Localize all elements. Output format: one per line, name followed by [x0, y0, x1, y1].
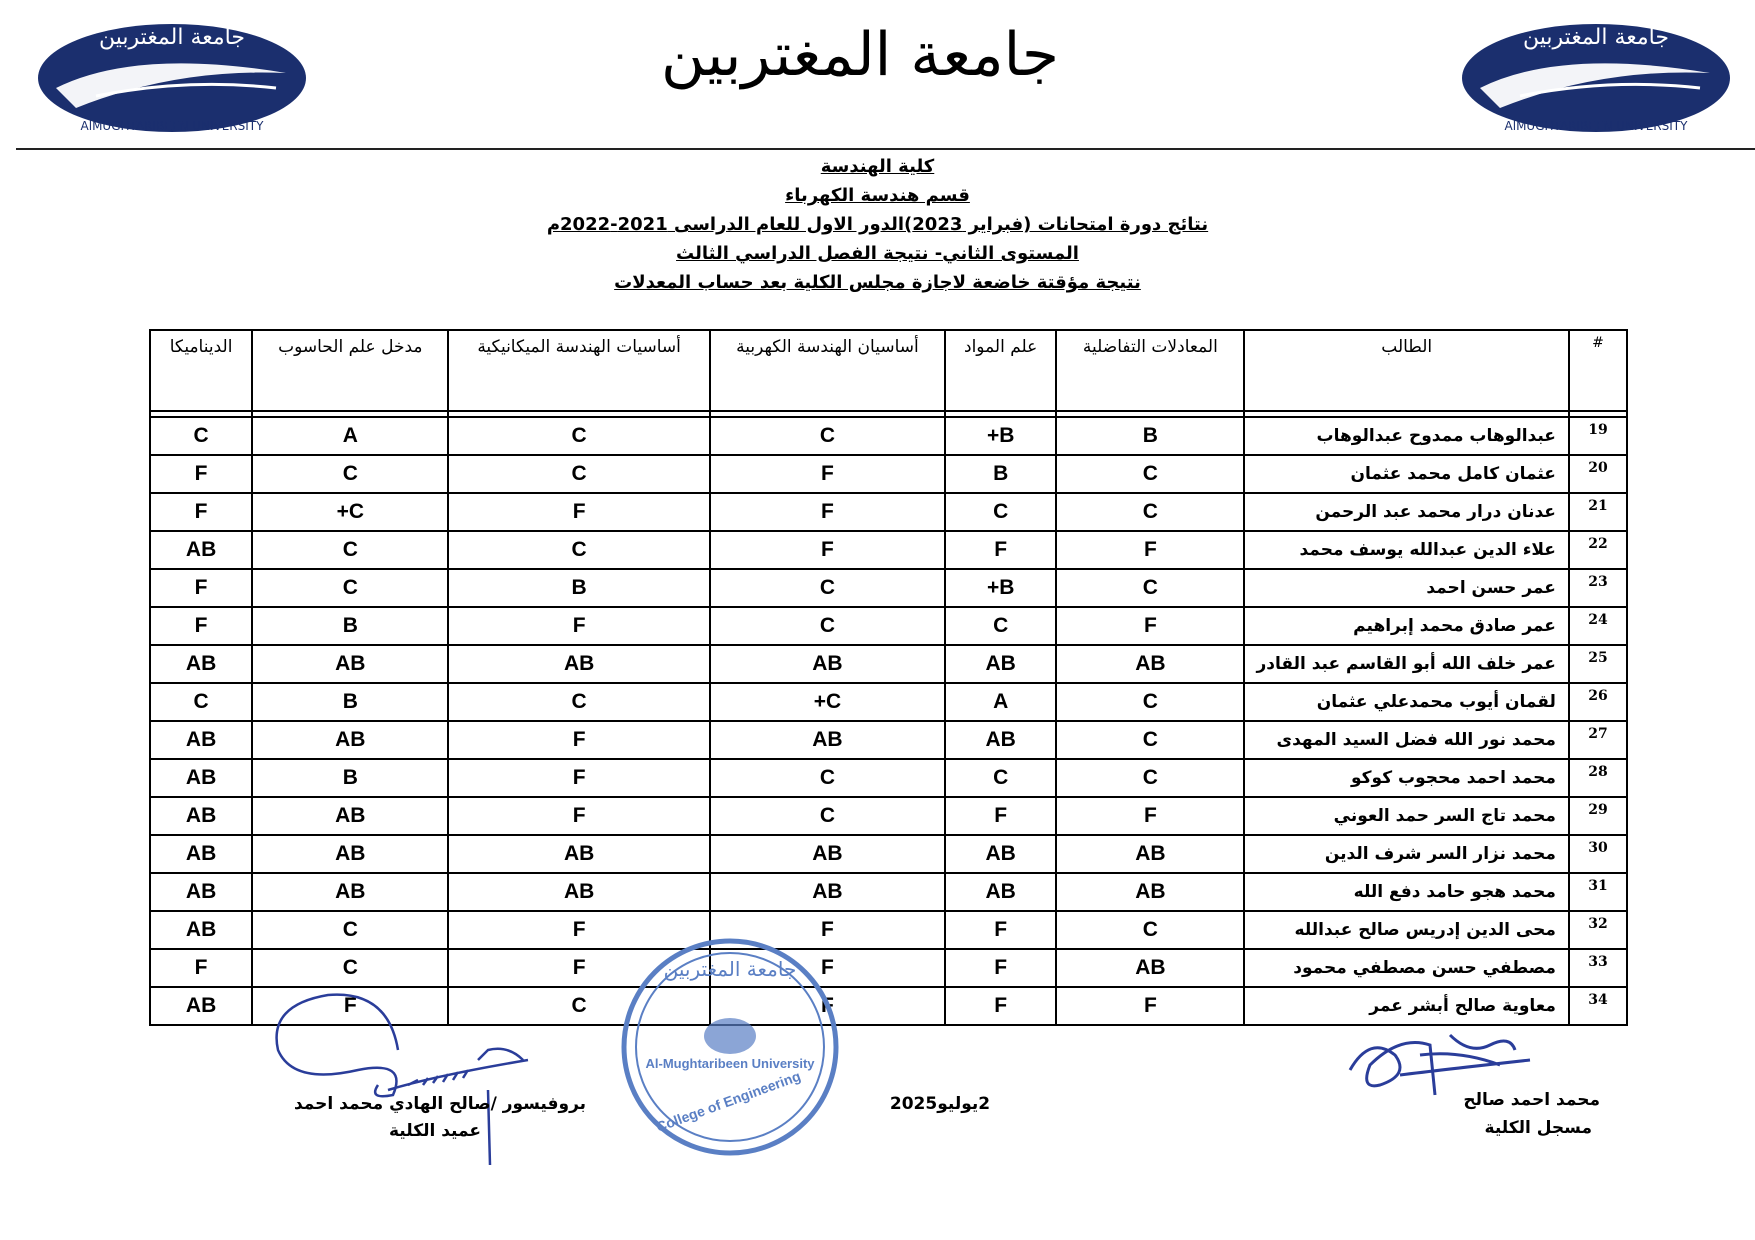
row-number: 29: [1569, 797, 1627, 835]
grade-cell: AB: [252, 721, 448, 759]
grade-cell: F: [150, 949, 252, 987]
student-name: عثمان كامل محمد عثمان: [1244, 455, 1568, 493]
heading-department: قسم هندسة الكهرباء: [785, 185, 970, 206]
grade-cell: F: [710, 531, 945, 569]
student-name: محمد نزار السر شرف الدين: [1244, 835, 1568, 873]
grade-cell: C: [252, 949, 448, 987]
grade-cell: B: [252, 759, 448, 797]
grade-cell: F: [945, 911, 1056, 949]
grade-cell: AB: [252, 873, 448, 911]
col-header-differential-equations: المعادلات التفاضلية: [1056, 330, 1244, 411]
grade-cell: AB: [150, 645, 252, 683]
grade-cell: F: [710, 455, 945, 493]
grade-cell: C: [448, 417, 709, 455]
grade-cell: F: [710, 493, 945, 531]
grade-cell: C: [1056, 493, 1244, 531]
registrar-title: مسجل الكلية: [1484, 1118, 1592, 1138]
grades-table: [149, 329, 1628, 1026]
grade-cell: F: [448, 721, 709, 759]
grade-cell: AB: [150, 759, 252, 797]
logo-text-en: AlMUGHTARIBEEN UNIVERSITY: [1504, 119, 1688, 133]
table-row: [150, 645, 1627, 683]
table-row: [150, 493, 1627, 531]
col-header-intro-computing: مدخل علم الحاسوب: [252, 330, 448, 411]
grade-cell: C: [252, 455, 448, 493]
grade-cell: AB: [150, 911, 252, 949]
header-divider: [16, 148, 1755, 150]
student-name: معاوية صالح أبشر عمر: [1244, 987, 1568, 1025]
grade-cell: C: [1056, 721, 1244, 759]
student-name: مصطفي حسن مصطفي محمود: [1244, 949, 1568, 987]
table-row: [150, 607, 1627, 645]
grade-cell: C: [448, 683, 709, 721]
student-name: عمر صادق محمد إبراهيم: [1244, 607, 1568, 645]
logo-text-en: AlMUGHTARIBEEN UNIVERSITY: [80, 119, 264, 133]
document-headings: [0, 152, 1755, 297]
grade-cell: F: [1056, 797, 1244, 835]
student-name: لقمان أيوب محمدعلي عثمان: [1244, 683, 1568, 721]
grade-cell: AB: [945, 835, 1056, 873]
grade-cell: AB: [252, 645, 448, 683]
grade-cell: C: [150, 683, 252, 721]
grade-cell: C: [448, 455, 709, 493]
grade-cell: A: [945, 683, 1056, 721]
grade-cell: AB: [1056, 873, 1244, 911]
logo-text-ar: جامعة المغتربين: [99, 25, 245, 50]
grade-cell: F: [448, 607, 709, 645]
heading-exam-session: نتائج دورة امتحانات (فبراير 2023)الدور الاول للعام الدراسى 2021-2022م: [546, 214, 1209, 235]
table-row: [150, 531, 1627, 569]
table-header-row: [150, 330, 1627, 411]
student-name: محى الدين إدريس صالح عبدالله: [1244, 911, 1568, 949]
student-name: محمد نور الله فضل السيد المهدى: [1244, 721, 1568, 759]
university-logo-right: [1460, 18, 1732, 138]
row-number: 24: [1569, 607, 1627, 645]
dean-name: بروفيسور /صالح الهادي محمد احمد: [293, 1094, 587, 1114]
grade-cell: AB: [150, 835, 252, 873]
grade-cell: F: [448, 911, 709, 949]
grade-cell: C: [945, 607, 1056, 645]
grade-cell: A: [252, 417, 448, 455]
grade-cell: F: [448, 759, 709, 797]
table-row: [150, 683, 1627, 721]
student-name: عدنان درار محمد عبد الرحمن: [1244, 493, 1568, 531]
grade-cell: F: [1056, 531, 1244, 569]
grade-cell: C: [448, 987, 709, 1025]
grade-cell: AB: [448, 873, 709, 911]
logo-text-ar: جامعة المغتربين: [1523, 25, 1669, 50]
grade-cell: B: [945, 455, 1056, 493]
faculty-stamp: [616, 936, 844, 1158]
grade-cell: C: [252, 569, 448, 607]
row-number: 33: [1569, 949, 1627, 987]
dean-title: عميد الكلية: [389, 1121, 481, 1141]
grade-cell: AB: [150, 531, 252, 569]
grade-cell: C: [710, 569, 945, 607]
grade-cell: C: [150, 417, 252, 455]
student-name: عمر حسن احمد: [1244, 569, 1568, 607]
row-number: 28: [1569, 759, 1627, 797]
grade-cell: F: [710, 949, 945, 987]
grade-cell: AB: [448, 645, 709, 683]
stamp-text-college: College of Engineering: [653, 1067, 803, 1135]
grade-cell: AB: [1056, 835, 1244, 873]
grade-cell: F: [150, 493, 252, 531]
grade-cell: AB: [252, 835, 448, 873]
grade-cell: AB: [710, 873, 945, 911]
table-row: [150, 417, 1627, 455]
grade-cell: F: [150, 569, 252, 607]
grade-cell: C: [710, 797, 945, 835]
student-name: محمد احمد محجوب كوكو: [1244, 759, 1568, 797]
grade-cell: C: [1056, 683, 1244, 721]
table-row: [150, 873, 1627, 911]
row-number: 31: [1569, 873, 1627, 911]
row-number: 25: [1569, 645, 1627, 683]
grade-cell: C: [710, 759, 945, 797]
row-number: 19: [1569, 417, 1627, 455]
heading-level: المستوى الثاني- نتيجة الفصل الدراسي الثالث: [676, 243, 1079, 264]
stamp-text-arabic: جامعة المغتربين: [663, 957, 797, 981]
col-header-number: #: [1569, 330, 1627, 411]
grade-cell: AB: [150, 797, 252, 835]
grade-cell: AB: [945, 645, 1056, 683]
grade-cell: C: [945, 759, 1056, 797]
heading-faculty: كلية الهندسة: [820, 156, 935, 177]
col-header-student: الطالب: [1244, 330, 1568, 411]
grade-cell: B+: [945, 417, 1056, 455]
grade-cell: AB: [150, 721, 252, 759]
university-logo-left: [36, 18, 308, 138]
table-row: [150, 455, 1627, 493]
student-name: عمر خلف الله أبو القاسم عبد القادر: [1244, 645, 1568, 683]
grade-cell: AB: [710, 835, 945, 873]
row-number: 32: [1569, 911, 1627, 949]
row-number: 20: [1569, 455, 1627, 493]
row-number: 34: [1569, 987, 1627, 1025]
student-name: علاء الدين عبدالله يوسف محمد: [1244, 531, 1568, 569]
row-number: 27: [1569, 721, 1627, 759]
student-name: محمد هجو حامد دفع الله: [1244, 873, 1568, 911]
col-header-dynamics: الديناميكا: [150, 330, 252, 411]
table-row: [150, 797, 1627, 835]
grade-cell: F: [1056, 987, 1244, 1025]
col-header-mechanical-fundamentals: أساسيات الهندسة الميكانيكية: [448, 330, 709, 411]
table-row: [150, 569, 1627, 607]
grade-cell: C: [252, 531, 448, 569]
grade-cell: AB: [1056, 645, 1244, 683]
grade-cell: F: [1056, 607, 1244, 645]
row-number: 23: [1569, 569, 1627, 607]
grade-cell: F: [945, 987, 1056, 1025]
grade-cell: B: [448, 569, 709, 607]
grade-cell: AB: [448, 835, 709, 873]
grade-cell: C+: [710, 683, 945, 721]
grade-cell: C: [710, 607, 945, 645]
grade-cell: AB: [710, 721, 945, 759]
grade-cell: C: [448, 531, 709, 569]
table-row: [150, 949, 1627, 987]
registrar-name: محمد احمد صالح: [1463, 1090, 1600, 1110]
stamp-text-university: Al-Mughtaribeen University: [645, 1056, 815, 1071]
grade-cell: F: [150, 607, 252, 645]
grade-cell: AB: [252, 797, 448, 835]
row-number: 26: [1569, 683, 1627, 721]
student-name: محمد تاج السر حمد العوني: [1244, 797, 1568, 835]
grade-cell: C: [1056, 759, 1244, 797]
grade-cell: C+: [252, 493, 448, 531]
student-name: عبدالوهاب ممدوح عبدالوهاب: [1244, 417, 1568, 455]
grade-cell: AB: [1056, 949, 1244, 987]
grade-cell: F: [710, 987, 945, 1025]
grade-cell: F: [448, 493, 709, 531]
table-row: [150, 721, 1627, 759]
grade-cell: AB: [710, 645, 945, 683]
grade-cell: B: [252, 607, 448, 645]
grade-cell: F: [448, 949, 709, 987]
grade-cell: F: [945, 797, 1056, 835]
grade-cell: C: [1056, 455, 1244, 493]
grade-cell: F: [945, 949, 1056, 987]
grade-cell: AB: [150, 873, 252, 911]
grade-cell: B: [252, 683, 448, 721]
grade-cell: C: [1056, 911, 1244, 949]
grade-cell: F: [448, 797, 709, 835]
row-number: 21: [1569, 493, 1627, 531]
table-row: [150, 835, 1627, 873]
document-date: 2يوليو2025: [889, 1094, 991, 1114]
grade-cell: B+: [945, 569, 1056, 607]
university-title: جامعة المغتربين: [661, 20, 1059, 90]
grade-cell: AB: [945, 873, 1056, 911]
col-header-electrical-fundamentals: أساسيان الهندسة الكهربية: [710, 330, 945, 411]
grade-cell: C: [252, 911, 448, 949]
grade-cell: F: [252, 987, 448, 1025]
grade-cell: F: [945, 531, 1056, 569]
grade-cell: C: [945, 493, 1056, 531]
grade-cell: F: [150, 455, 252, 493]
col-header-materials-science: علم المواد: [945, 330, 1056, 411]
table-row: [150, 759, 1627, 797]
grade-cell: C: [1056, 569, 1244, 607]
row-number: 22: [1569, 531, 1627, 569]
grade-cell: C: [710, 417, 945, 455]
grade-cell: AB: [150, 987, 252, 1025]
dean-signature: [268, 990, 538, 1170]
table-row: [150, 911, 1627, 949]
row-number: 30: [1569, 835, 1627, 873]
grade-cell: AB: [945, 721, 1056, 759]
grade-cell: B: [1056, 417, 1244, 455]
heading-note: نتيجة مؤقتة خاضعة لاجازة مجلس الكلية بعد حساب المعدلات: [614, 272, 1141, 293]
grade-cell: F: [710, 911, 945, 949]
